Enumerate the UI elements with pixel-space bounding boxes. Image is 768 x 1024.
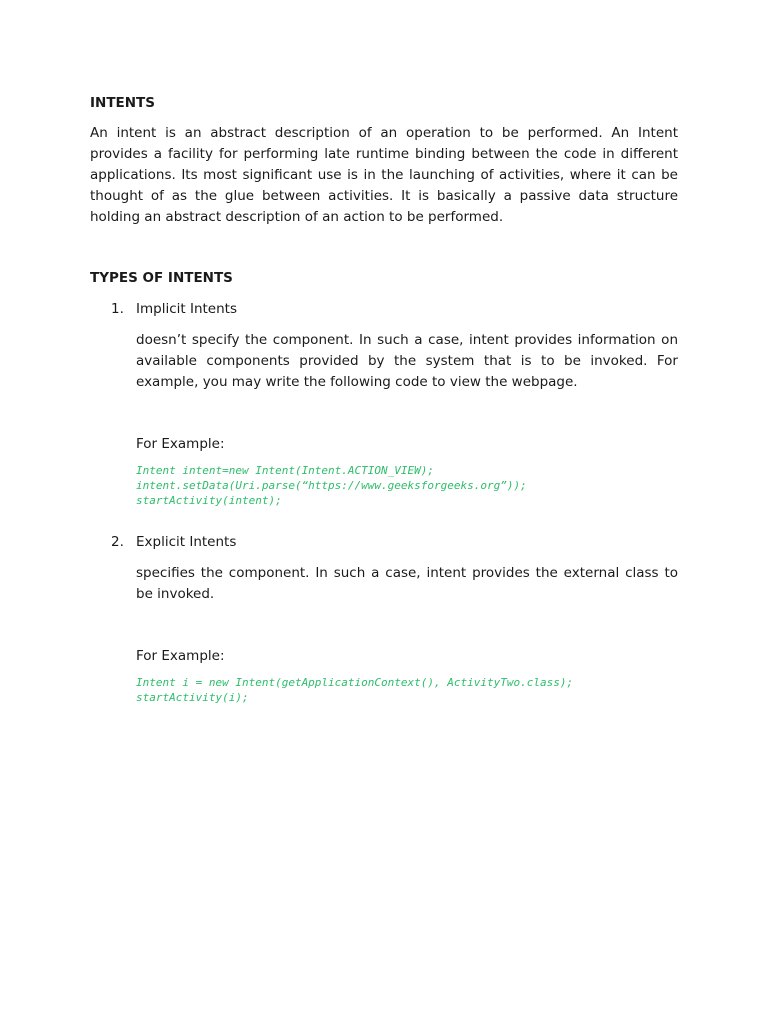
example-label: For Example: <box>136 648 225 664</box>
example-label: For Example: <box>136 436 225 452</box>
document-page <box>90 94 678 705</box>
code-line: startActivity(intent); <box>136 494 282 507</box>
code-block <box>136 463 678 508</box>
intro-paragraph: An intent is an abstract description of an operation to be performed. An Intent provides a facility for performing late runtime binding between the code in different applications. Its most significant use is in the launching of activities, where it can be thought of as the glue between activities. It is basically a passive data structure holding an abstract description of an action to be performed. <box>90 125 678 225</box>
item-description: specifies the component. In such a case, intent provides the external class to be invoked. <box>136 565 678 602</box>
list-item-explicit-intents <box>90 532 678 705</box>
item-title: Explicit Intents <box>136 534 237 550</box>
list-item-implicit-intents <box>90 299 678 508</box>
code-line: startActivity(i); <box>136 691 249 704</box>
code-block <box>136 675 678 705</box>
item-title: Implicit Intents <box>136 301 237 317</box>
code-line: Intent i = new Intent(getApplicationContext(), ActivityTwo.class); <box>136 676 574 689</box>
list-number: 2. <box>111 534 124 550</box>
list-number: 1. <box>111 301 124 317</box>
heading-intents: INTENTS <box>90 95 155 111</box>
code-line: intent.setData(Uri.parse(“https://www.geeksforgeeks.org”)); <box>136 479 527 492</box>
code-line: Intent intent=new Intent(Intent.ACTION_VIEW); <box>136 464 435 477</box>
heading-types-of-intents: TYPES OF INTENTS <box>90 270 233 286</box>
item-description: doesn’t specify the component. In such a case, intent provides information on available components provided by the system that is to be invoked. For example, you may write the following code to view the webpage. <box>136 332 678 390</box>
